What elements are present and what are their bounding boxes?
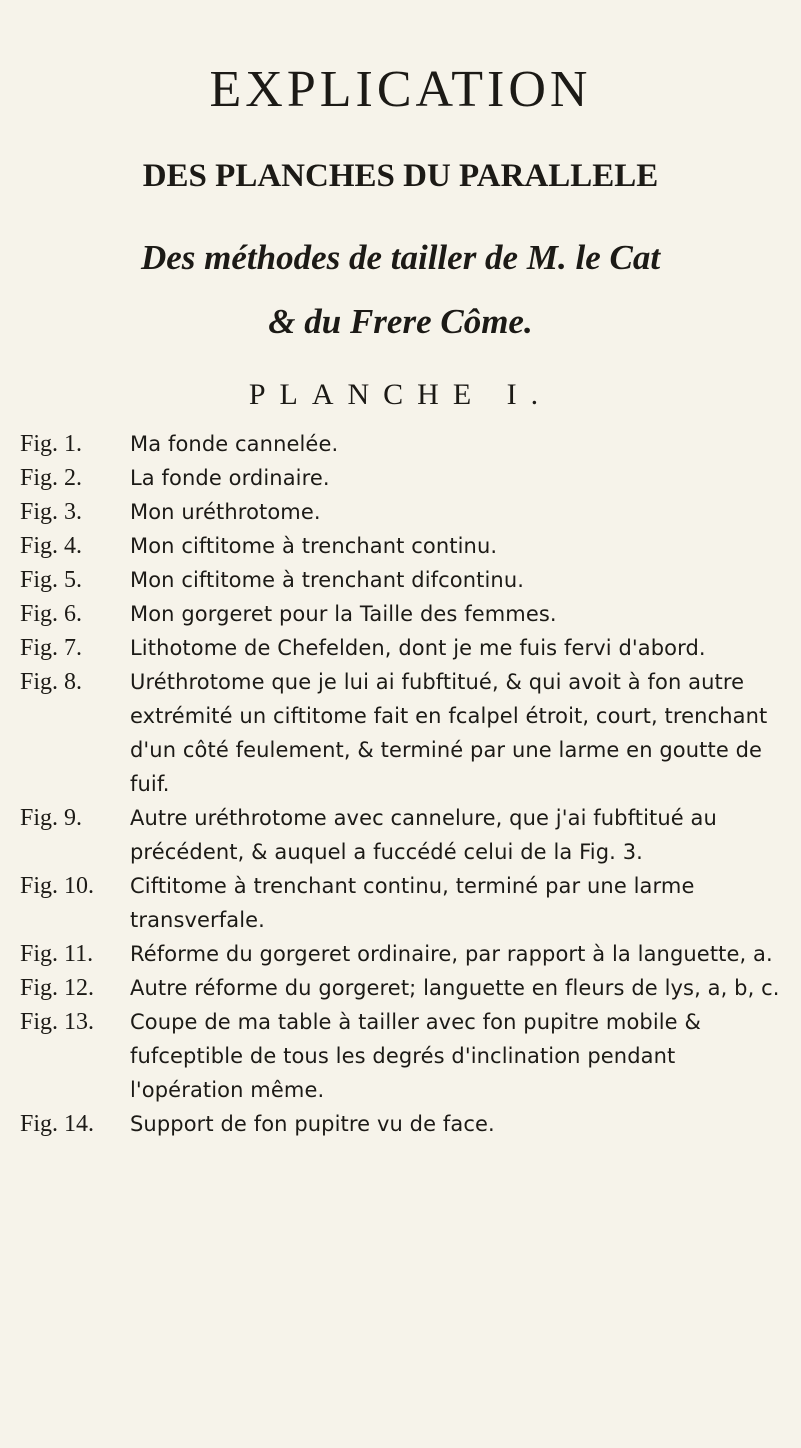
figure-label: Fig. 11. [20, 941, 94, 967]
figure-description: Uréthrotome que je lui ai fubftitué, & qui avoit à fon autre extrémité un ciftitome fait en fcalpel étroit, court, trenchant d'un côté feulement, & terminé par une larme en goutte de fuif. [130, 670, 768, 796]
figure-label: Fig. 7. [20, 635, 83, 661]
figure-entry [20, 937, 795, 971]
figure-entry [20, 631, 795, 665]
figure-description: Support de fon pupitre vu de face. [130, 1112, 495, 1136]
figure-label: Fig. 12. [20, 975, 95, 1001]
figure-description: Autre réforme du gorgeret; languette en fleurs de lys, a, b, c. [130, 976, 780, 1000]
figure-label: Fig. 5. [20, 567, 83, 593]
figure-entry [20, 869, 795, 937]
figure-description: Mon gorgeret pour la Taille des femmes. [130, 602, 557, 626]
figure-label: Fig. 1. [20, 431, 83, 457]
figure-label: Fig. 13. [20, 1009, 95, 1035]
figure-entry [20, 427, 795, 461]
figure-entry [20, 665, 795, 801]
figure-label: Fig. 10. [20, 873, 95, 899]
figure-entry [20, 495, 795, 529]
figure-entry [20, 801, 795, 869]
figure-entry [20, 529, 795, 563]
figure-description: Mon ciftitome à trenchant continu. [130, 534, 498, 558]
figure-label: Fig. 6. [20, 601, 83, 627]
figure-label: Fig. 4. [20, 533, 83, 559]
page-title: EXPLICATION [209, 61, 592, 118]
figure-label: Fig. 9. [20, 805, 83, 831]
figure-entry [20, 1107, 795, 1141]
figure-list [20, 427, 795, 1141]
figure-label: Fig. 3. [20, 499, 83, 525]
figure-description: Mon uréthrotome. [130, 500, 321, 524]
figure-description: Lithotome de Chefelden, dont je me fuis fervi d'abord. [130, 636, 706, 660]
figure-description: Mon ciftitome à trenchant difcontinu. [130, 568, 525, 592]
figure-entry [20, 461, 795, 495]
figure-description: Autre uréthrotome avec cannelure, que j'ai fubftitué au précédent, & auquel a fuccédé celui de la Fig. 3. [130, 806, 717, 864]
methods-line: Des méthodes de tailler de M. le Cat [140, 238, 661, 277]
planche-heading: PLANCHE I. [248, 378, 553, 411]
figure-label: Fig. 2. [20, 465, 83, 491]
figure-description: Réforme du gorgeret ordinaire, par rapport à la languette, a. [130, 942, 773, 966]
authors-line: & du Frere Côme. [268, 302, 533, 341]
figure-entry [20, 597, 795, 631]
figure-label: Fig. 8. [20, 669, 83, 695]
figure-description: Ciftitome à trenchant continu, terminé par une larme transverfale. [130, 874, 695, 932]
figure-entry [20, 971, 795, 1005]
page-subtitle: DES PLANCHES DU PARALLELE [142, 158, 659, 194]
figure-description: La fonde ordinaire. [130, 466, 330, 490]
figure-entry [20, 563, 795, 597]
figure-description: Coupe de ma table à tailler avec fon pupitre mobile & fufceptible de tous les degrés d'inclination pendant l'opération même. [130, 1010, 701, 1102]
figure-description: Ma fonde cannelée. [130, 432, 339, 456]
figure-entry [20, 1005, 795, 1107]
figure-label: Fig. 14. [20, 1111, 95, 1137]
